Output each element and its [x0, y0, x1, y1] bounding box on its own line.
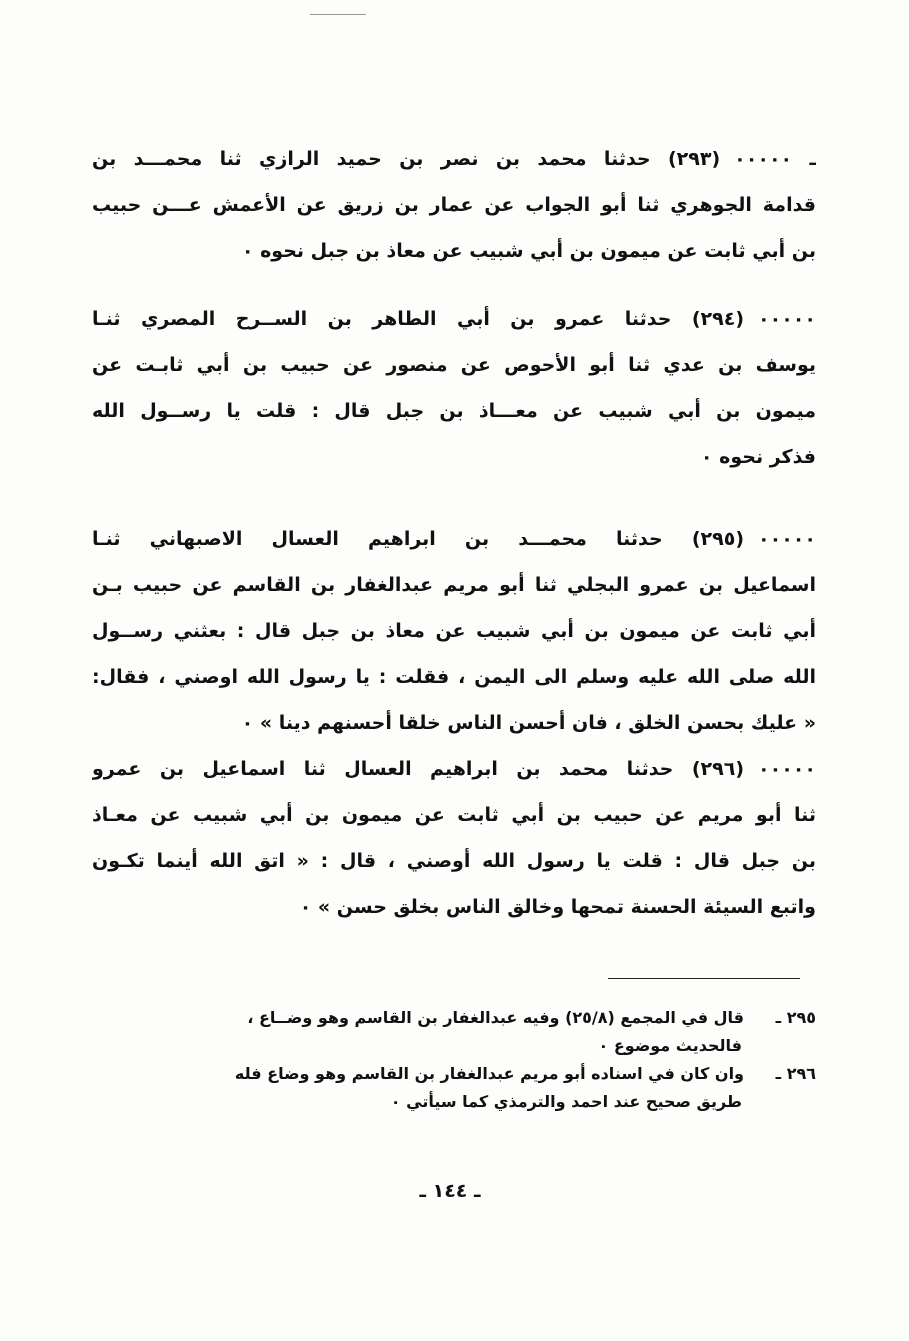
- footnote-text: فالحديث موضوع ٠: [598, 1036, 742, 1055]
- ellipsis-dots: ٠٠٠٠٠: [758, 758, 816, 780]
- ellipsis-dots: ٠٠٠٠٠: [758, 308, 816, 330]
- footnote-text: طريق صحيح عند احمد والترمذي كما سيأتي ٠: [390, 1092, 742, 1111]
- text-line: اسماعيل بن عمرو البجلي ثنا أبو مريم عبدالغفار بن القاسم عن حبيب بـن: [92, 574, 816, 596]
- text-line: ٠٠٠٠٠(٢٩٤) حدثنا عمرو بن أبي الطاهر بن الســرح المصري ثنـا: [92, 308, 816, 330]
- text-line: « عليك بحسن الخلق ، فان أحسن الناس خلقا أحسنهم دينا » ٠: [241, 712, 816, 734]
- footnote-number: ٢٩٦ ـ: [775, 1064, 816, 1083]
- page-number: ـ ١٤٤ ـ: [419, 1180, 481, 1202]
- text-line: بن جبل قال : قلت يا رسول الله أوصني ، قال : « اتق الله أينما تكـون: [92, 850, 816, 872]
- hadith-295: [92, 516, 816, 746]
- footnote-text: وان كان في اسناده أبو مريم عبدالغفار بن القاسم وهو وضاع فله: [234, 1064, 744, 1083]
- hadith-293: [92, 136, 816, 274]
- text-line: ٠٠٠٠٠(٢٩٦) حدثنا محمد بن ابراهيم العسال ثنا اسماعيل بن عمرو: [92, 758, 816, 780]
- hadith-296: [92, 746, 816, 930]
- text-line: ٠٠٠٠٠(٢٩٥) حدثنا محمـــد بن ابراهيم العسال الاصبهاني ثنـا: [92, 528, 816, 550]
- text-line: واتبع السيئة الحسنة تمحها وخالق الناس بخلق حسن » ٠: [299, 896, 816, 918]
- text-line: فذكر نحوه ٠: [700, 446, 816, 468]
- text-line: ثنا أبو مريم عن حبيب بن أبي ثابت عن ميمون بن أبي شبيب عن معـاذ: [92, 804, 816, 826]
- footnote-text: قال في المجمع (٢٥/٨) وفيه عبدالغفار بن القاسم وهو وضــاع ،: [247, 1008, 744, 1027]
- text-line: قدامة الجوهري ثنا أبو الجواب عن عمار بن زريق عن الأعمش عـــن حبيب: [92, 194, 816, 216]
- text-line: ميمون بن أبي شبيب عن معـــاذ بن جبل قال : قلت يا رســول الله: [92, 400, 816, 422]
- text-line: ـ ٠٠٠٠٠(٢٩٣) حدثنا محمد بن نصر بن حميد الرازي ثنا محمـــد بن: [92, 148, 816, 170]
- hadith-294: [92, 296, 816, 480]
- text-line: بن أبي ثابت عن ميمون بن أبي شبيب عن معاذ بن جبل نحوه ٠: [241, 240, 816, 262]
- ellipsis-dots: ٠٠٠٠٠: [758, 528, 816, 550]
- text-line: أبي ثابت عن ميمون بن أبي شبيب عن معاذ بن جبل قال : بعثني رســول: [92, 620, 816, 642]
- footnote-divider: [608, 978, 800, 979]
- footnote-296: [92, 1060, 816, 1088]
- text-line: يوسف بن عدي ثنا أبو الأحوص عن منصور عن حبيب بن أبي ثابـت عن: [92, 354, 816, 376]
- text-line: الله صلى الله عليه وسلم الى اليمن ، فقلت : يا رسول الله اوصني ، فقال:: [92, 666, 816, 688]
- footnote-295: [92, 1004, 816, 1032]
- top-rule: [310, 14, 366, 15]
- footnote-number: ٢٩٥ ـ: [775, 1008, 816, 1027]
- ellipsis-dots: ـ ٠٠٠٠٠: [734, 148, 816, 170]
- footnotes: [92, 1004, 816, 1116]
